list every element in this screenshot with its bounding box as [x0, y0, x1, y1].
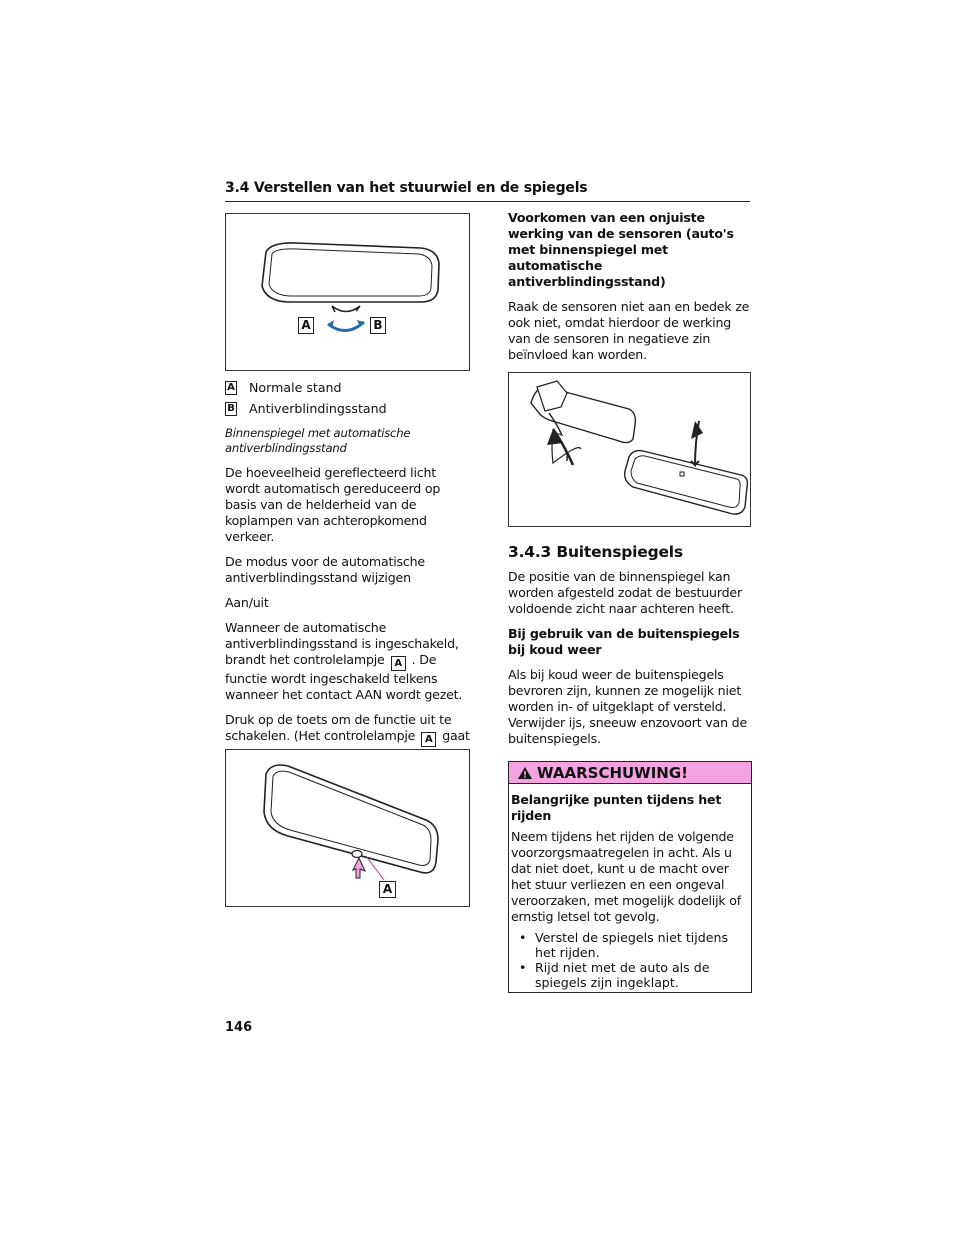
left-subheading: Binnenspiegel met automatische antiverblindingsstand: [225, 426, 411, 455]
page-number: 146: [225, 1020, 253, 1035]
legend-item-a: [225, 380, 471, 395]
left-paragraph-4: [225, 620, 471, 703]
right-paragraph-3: Als bij koud weer de buitenspiegels bevroren zijn, kunnen ze mogelijk niet worden in- of uitgeklapt of versteld. Verwijder ijs, sneeuw enzovoort van de buitenspiegels.: [508, 667, 747, 746]
warning-triangle-icon: [517, 766, 533, 780]
legend-text-b: Antiverblindingsstand: [249, 401, 387, 416]
legend-key-a: A: [225, 381, 237, 395]
warning-subtitle: Belangrijke punten tijdens het rijden: [511, 792, 722, 823]
warning-title: WAARSCHUWING!: [537, 763, 689, 782]
right-paragraph-2: De positie van de binnenspiegel kan worden afgesteld zodat de bestuurder voldoende zicht naar achteren heeft.: [508, 569, 742, 616]
warning-header: [509, 762, 751, 784]
left-column: [225, 213, 471, 772]
indicator-key-a-2: A: [421, 732, 436, 747]
left-paragraph-1: De hoeveelheid gereflecteerd licht wordt automatisch gereduceerd op basis van de helderheid van de koplampen van achteropkomend verkeer.: [225, 465, 441, 544]
figure-rearview-mirror-lever: [225, 213, 470, 371]
indicator-key-a: A: [391, 656, 406, 671]
left-paragraph-3: Aan/uit: [225, 595, 269, 610]
figure-sensor-location: [508, 372, 751, 527]
warning-bullet-2: • Rijd niet met de auto als de spiegels zijn ingeklapt.: [519, 960, 710, 990]
left-p5-before: Druk op de toets om de functie uit te schakelen. (Het controlelampje: [225, 712, 452, 743]
figure-label-b: B: [370, 317, 386, 334]
left-p5-after: gaat: [442, 728, 470, 743]
warning-body: [509, 784, 751, 992]
right-heading: Voorkomen van een onjuiste werking van de sensoren (auto's met binnenspiegel met automatische antiverblindingsstand): [508, 210, 734, 289]
figure-mirror-indicator: [225, 749, 470, 907]
left-p4-before: Wanneer de automatische antiverblindingsstand is ingeschakeld, brandt het controlelampje: [225, 620, 459, 667]
right-column: [508, 210, 752, 993]
right-paragraph-1: Raak de sensoren niet aan en bedek ze ook niet, omdat hierdoor de werking van de sensoren in negatieve zin beïnvloed kan worden.: [508, 299, 750, 362]
warning-text: Neem tijdens het rijden de volgende voorzorgsmaatregelen in acht. Als u dat niet doet, kunt u de macht over het stuur verliezen en een ongeval veroorzaken, met mogelijk dodelijk of ernstig letsel tot gevolg.: [511, 829, 742, 924]
legend-item-b: [225, 401, 471, 416]
section-title-buitenspiegels: 3.4.3 Buitenspiegels: [508, 543, 683, 561]
warning-box: [508, 761, 752, 993]
warning-bullet-1: • Verstel de spiegels niet tijdens het rijden.: [519, 930, 729, 960]
mirror-lever-illustration: [226, 214, 471, 372]
legend-key-b: B: [225, 402, 237, 416]
legend-text-a: Normale stand: [249, 380, 342, 395]
warning-bullet-2-text: Rijd niet met de auto als de spiegels zijn ingeklapt.: [535, 960, 710, 990]
right-subheading: Bij gebruik van de buitenspiegels bij koud weer: [508, 626, 740, 657]
left-paragraph-2: De modus voor de automatische antiverblindingsstand wijzigen: [225, 554, 425, 585]
figure2-label-a: A: [379, 881, 396, 898]
left-p4-after: . De functie wordt ingeschakeld telkens wanneer het contact AAN wordt gezet.: [225, 652, 463, 702]
warning-bullet-1-text: Verstel de spiegels niet tijdens het rijden.: [535, 930, 729, 960]
section-header: 3.4 Verstellen van het stuurwiel en de spiegels: [225, 180, 750, 202]
figure-label-a: A: [298, 317, 314, 334]
sensor-location-illustration: [509, 373, 752, 528]
mirror-indicator-illustration: [226, 750, 471, 908]
